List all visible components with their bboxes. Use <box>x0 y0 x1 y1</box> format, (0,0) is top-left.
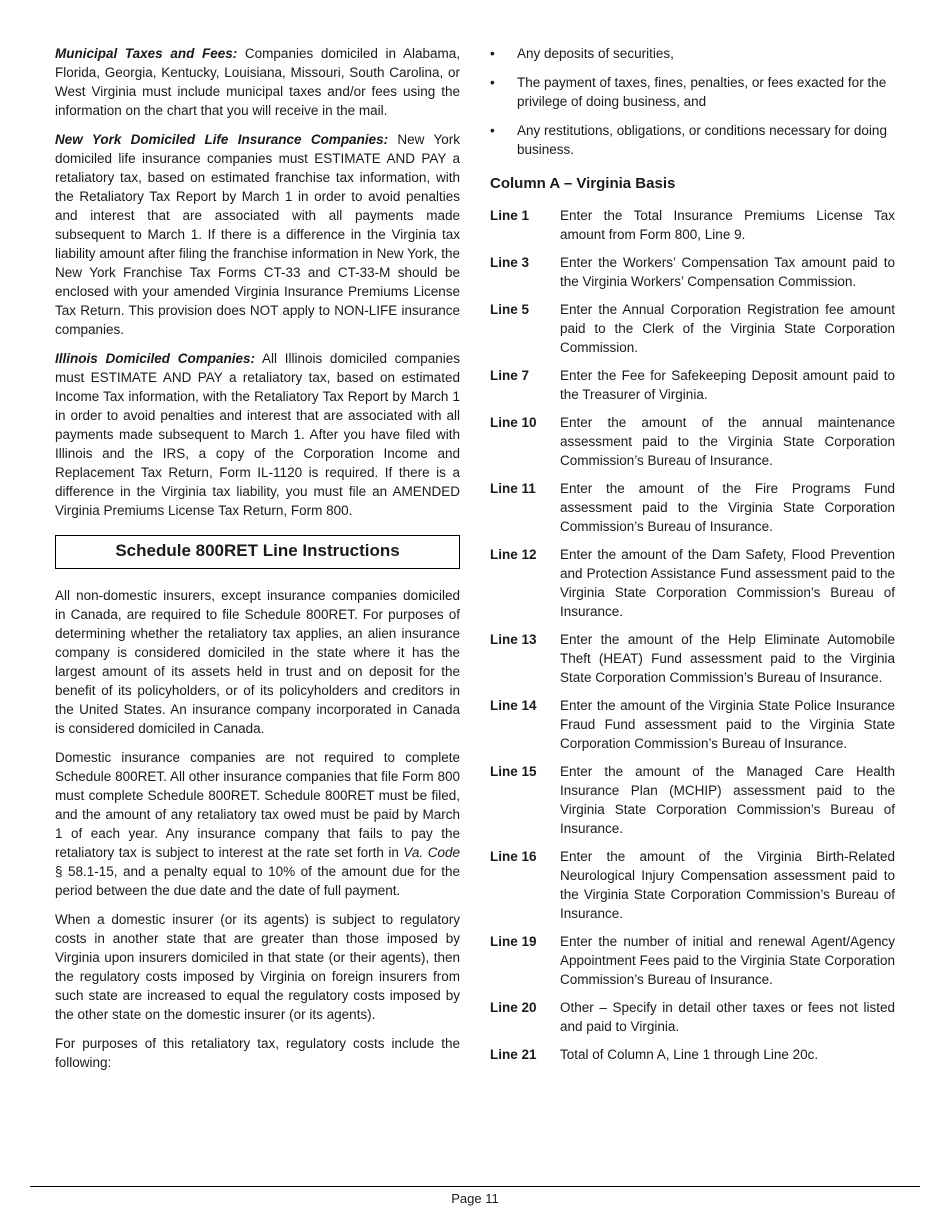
line-item <box>490 847 895 923</box>
page-footer <box>30 1186 920 1208</box>
bullet-icon: • <box>490 75 495 90</box>
line-item <box>490 998 895 1036</box>
line-item <box>490 253 895 291</box>
bullet-text: Any restitutions, obligations, or conditions necessary for doing business. <box>517 123 887 157</box>
line-text: Enter the amount of the annual maintenance assessment paid to the Virginia State Corporation Commission’s Bureau of Insurance. <box>560 415 895 468</box>
paragraph-illinois-companies <box>55 349 460 520</box>
line-text: Enter the amount of the Help Eliminate Automobile Theft (HEAT) Fund assessment paid to the Virginia State Corporation Commission’s Bureau of Insurance. <box>560 632 895 685</box>
line-text: Enter the Workers’ Compensation Tax amount paid to the Virginia Workers’ Compensation Commission. <box>560 255 895 289</box>
va-code-citation: Va. Code <box>403 845 460 860</box>
paragraph-regulatory-costs-intro <box>55 1034 460 1072</box>
bullet-icon: • <box>490 123 495 138</box>
line-text: Total of Column A, Line 1 through Line 20c. <box>560 1047 819 1062</box>
paragraph-text: For purposes of this retaliatory tax, regulatory costs include the following: <box>55 1036 460 1070</box>
line-item <box>490 696 895 753</box>
line-text: Enter the Total Insurance Premiums License Tax amount from Form 800, Line 9. <box>560 208 895 242</box>
paragraph-non-domestic-insurers <box>55 586 460 738</box>
line-item <box>490 366 895 404</box>
paragraph-text: Domestic insurance companies are not required to complete Schedule 800RET. All other insurance companies that file Form 800 must complete Schedule 800RET. Schedule 800RET must be filed, and the amount of any retaliatory tax owed must be paid by March 1 of each year. Any insurance company that fails to pay the retaliatory tax is subject to interest at the rate set forth in <box>55 750 460 860</box>
line-text: Enter the amount of the Dam Safety, Flood Prevention and Protection Assistance Fund assessment paid to the Virginia State Corporation Commission’s Bureau of Insurance. <box>560 547 895 619</box>
line-item <box>490 1045 895 1064</box>
line-item <box>490 479 895 536</box>
paragraph-text: All Illinois domiciled companies must ESTIMATE AND PAY a retaliatory tax, based on estimated Income Tax information, with the Retaliatory Tax Report by March 1 in order to avoid penalties and interest that are associated with all payments made subsequent to March 1. After you have filed with Illinois and the IRS, a copy of the Corporation Income and Replacement Tax Return, Form IL-1120 is required. If there is a difference in the Virginia tax liability, you must file an AMENDED Virginia Premiums License Tax Return, Form 800. <box>55 351 460 518</box>
paragraph-municipal-taxes <box>55 44 460 120</box>
paragraph-domestic-insurance <box>55 748 460 900</box>
paragraph-lead: New York Domiciled Life Insurance Companies: <box>55 132 389 147</box>
paragraph-text: Companies domiciled in Alabama, Florida, Georgia, Kentucky, Louisiana, Missouri, South Carolina, or West Virginia must include municipal taxes and/or fees using the information on the chart that you will receive in the mail. <box>55 46 460 118</box>
line-label: Line 5 <box>490 302 530 317</box>
line-label: Line 20 <box>490 1000 537 1015</box>
line-text: Enter the Annual Corporation Registration fee amount paid to the Clerk of the Virginia State Corporation Commission. <box>560 302 895 355</box>
bullet-text: The payment of taxes, fines, penalties, or fees exacted for the privilege of doing business, and <box>517 75 887 109</box>
line-label: Line 19 <box>490 934 537 949</box>
section-title: Schedule 800RET Line Instructions <box>115 541 400 560</box>
line-text: Enter the amount of the Virginia Birth-Related Neurological Injury Compensation assessment paid to the Virginia State Corporation Commission’s Bureau of Insurance. <box>560 849 895 921</box>
line-text: Enter the amount of the Fire Programs Fund assessment paid to the Virginia State Corporation Commission’s Bureau of Insurance. <box>560 481 895 534</box>
line-label: Line 7 <box>490 368 530 383</box>
line-label: Line 14 <box>490 698 537 713</box>
paragraph-text: All non-domestic insurers, except insurance companies domiciled in Canada, are required to file Schedule 800RET. For purposes of determining whether the retaliatory tax applies, an alien insurance company is considered domiciled in the state where it has the largest amount of its assets held in trust and on deposit for the benefit of its policyholders, or of its policyholders and creditors in the United States. An insurance company incorporated in Canada is considered domiciled in Canada. <box>55 588 460 736</box>
page-number: Page 11 <box>451 1191 499 1206</box>
line-label: Line 12 <box>490 547 537 562</box>
schedule-800ret-header-box <box>55 535 460 569</box>
paragraph-text: § 58.1-15, and a penalty equal to 10% of the amount due for the period between the due date and the date of full payment. <box>55 864 460 898</box>
line-text: Enter the number of initial and renewal Agent/Agency Appointment Fees paid to the Virginia State Corporation Commission’s Bureau of Insurance. <box>560 934 895 987</box>
line-label: Line 16 <box>490 849 537 864</box>
left-column <box>55 44 460 1082</box>
line-label: Line 10 <box>490 415 537 430</box>
line-text: Enter the Fee for Safekeeping Deposit amount paid to the Treasurer of Virginia. <box>560 368 895 402</box>
line-text: Other – Specify in detail other taxes or fees not listed and paid to Virginia. <box>560 1000 895 1034</box>
line-item <box>490 762 895 838</box>
bullet-text: Any deposits of securities, <box>517 46 674 61</box>
line-label: Line 11 <box>490 481 536 496</box>
line-item <box>490 206 895 244</box>
line-item <box>490 932 895 989</box>
line-label: Line 15 <box>490 764 537 779</box>
paragraph-new-york-companies <box>55 130 460 339</box>
line-label: Line 3 <box>490 255 530 270</box>
right-column <box>490 44 895 1082</box>
paragraph-domestic-insurer-agents <box>55 910 460 1024</box>
bullet-item <box>490 121 895 159</box>
line-label: Line 21 <box>490 1047 537 1062</box>
line-label: Line 1 <box>490 208 530 223</box>
line-item <box>490 413 895 470</box>
column-a-header: Column A – Virginia Basis <box>490 175 676 192</box>
line-item <box>490 630 895 687</box>
paragraph-lead: Municipal Taxes and Fees: <box>55 46 238 61</box>
line-item <box>490 545 895 621</box>
bullet-item <box>490 73 895 111</box>
paragraph-text: New York domiciled life insurance companies must ESTIMATE AND PAY a retaliatory tax, based on estimated franchise tax information, with the Retaliatory Tax Report by March 1 in order to avoid penalties and interest that are associated with all payments made subsequent to March 1. If there is a difference in the Virginia tax liability amount after filing the franchise information in New York, the New York Franchise Tax Forms CT-33 and CT-33-M should be enclosed with your amended Virginia Insurance Premiums License Tax Return. This provision does NOT apply to NON-LIFE insurance companies. <box>55 132 460 337</box>
paragraph-lead: Illinois Domiciled Companies: <box>55 351 255 366</box>
paragraph-text: When a domestic insurer (or its agents) is subject to regulatory costs in another state that are greater than those imposed by Virginia upon insurers domiciled in that state (or their agents), then the regulatory costs imposed by Virginia on foreign insurers from such state are increased to equal the regulatory costs imposed by the other state on the domestic insurer (or its agents). <box>55 912 460 1022</box>
line-item <box>490 300 895 357</box>
bullet-item <box>490 44 895 63</box>
line-label: Line 13 <box>490 632 537 647</box>
two-column-layout <box>55 44 895 1082</box>
line-text: Enter the amount of the Virginia State Police Insurance Fraud Fund assessment paid to the Virginia State Corporation Commission’s Bureau of Insurance. <box>560 698 895 751</box>
footer-divider <box>30 1186 920 1187</box>
bullet-icon: • <box>490 46 495 61</box>
line-text: Enter the amount of the Managed Care Health Insurance Plan (MCHIP) assessment paid to the Virginia State Corporation Commission’s Bureau of Insurance. <box>560 764 895 836</box>
